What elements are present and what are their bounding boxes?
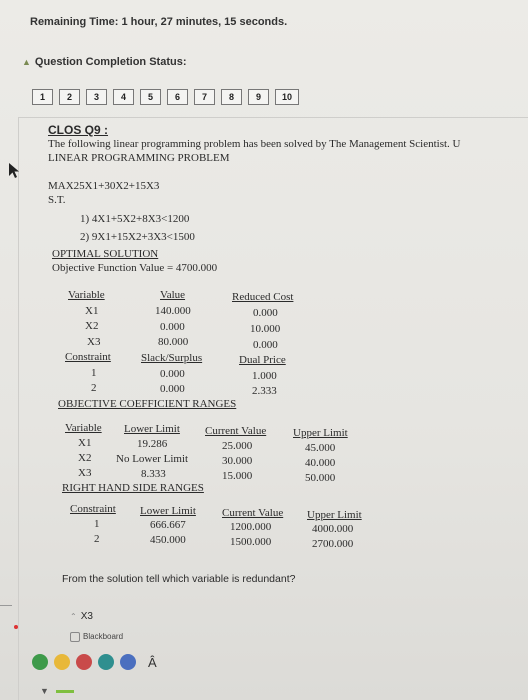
ocr-header-lower: Lower Limit: [124, 423, 180, 435]
toolbar: [32, 654, 157, 670]
answer-value: X3: [80, 611, 93, 622]
rhs-id: 2: [94, 533, 100, 545]
ocr-lower: 8.333: [141, 468, 166, 480]
person-tool-icon[interactable]: [120, 654, 136, 670]
status-dot-icon: [14, 625, 18, 629]
subject-to-label: S.T.: [48, 194, 66, 206]
ocr-current: 15.000: [222, 470, 253, 482]
con-id: 2: [91, 382, 97, 394]
section-divider: [18, 117, 528, 118]
question-nav-button[interactable]: 5: [140, 89, 161, 105]
question-nav-button[interactable]: 9: [248, 89, 269, 105]
rhs-heading: RIGHT HAND SIDE RANGES: [62, 482, 204, 494]
var-reduced-cost: 0.000: [253, 307, 278, 319]
con-header-constraint: Constraint: [65, 351, 111, 363]
rhs-header-lower: Lower Limit: [140, 505, 196, 517]
var-value: 140.000: [155, 305, 191, 317]
var-name: X2: [85, 320, 99, 332]
yellow-tool-icon[interactable]: [54, 654, 70, 670]
rhs-upper: 4000.000: [312, 523, 354, 535]
rhs-current: 1500.000: [230, 536, 272, 548]
question-status-label: Question Completion Status:: [34, 56, 187, 68]
con-header-slack: Slack/Surplus: [141, 352, 203, 364]
question-prompt: From the solution tell which variable is redundant?: [62, 573, 296, 585]
rhs-header-upper: Upper Limit: [307, 509, 362, 521]
question-nav-button[interactable]: 7: [194, 89, 215, 105]
var-header-value: Value: [160, 289, 186, 301]
ocr-var: X1: [78, 437, 92, 449]
ocr-current: 25.000: [222, 440, 253, 452]
question-title: CLOS Q9 :: [48, 123, 109, 137]
con-slack: 0.000: [160, 368, 185, 380]
var-value: 0.000: [160, 321, 185, 333]
ocr-current: 30.000: [222, 455, 253, 467]
question-nav: [32, 89, 305, 105]
collapse-caret-icon[interactable]: ▲: [22, 57, 31, 67]
green-tool-icon[interactable]: [32, 654, 48, 670]
ocr-upper: 50.000: [305, 472, 336, 484]
question-nav-button[interactable]: 3: [86, 89, 107, 105]
question-nav-button[interactable]: 4: [113, 89, 134, 105]
left-border: [18, 117, 19, 700]
remaining-time: Remaining Time: 1 hour, 27 minutes, 15 seconds.: [30, 16, 288, 28]
var-header-variable: Variable: [68, 289, 105, 301]
question-nav-button[interactable]: 6: [167, 89, 188, 105]
var-reduced-cost: 10.000: [250, 323, 281, 335]
con-slack: 0.000: [160, 383, 185, 395]
con-dual-price: 1.000: [252, 370, 277, 382]
rhs-lower: 666.667: [150, 519, 186, 531]
ocr-header-upper: Upper Limit: [293, 427, 348, 439]
blackboard-icon: [70, 632, 80, 642]
rhs-header-constraint: Constraint: [70, 503, 116, 515]
blackboard-label: Blackboard: [83, 632, 124, 642]
question-nav-button[interactable]: 1: [32, 89, 53, 105]
rhs-upper: 2700.000: [312, 538, 354, 550]
var-name: X1: [85, 305, 99, 317]
text-tool-icon[interactable]: Â: [148, 654, 157, 670]
ocr-upper: 45.000: [305, 442, 336, 454]
constraint-1: 1) 4X1+5X2+8X3<1200: [80, 213, 190, 225]
left-tick: [0, 605, 12, 606]
ocr-upper: 40.000: [305, 457, 336, 469]
optimal-solution-heading: OPTIMAL SOLUTION: [52, 248, 159, 260]
red-tool-icon[interactable]: [76, 654, 92, 670]
var-value: 80.000: [158, 336, 189, 348]
ocr-header-current: Current Value: [205, 425, 267, 437]
teal-tool-icon[interactable]: [98, 654, 114, 670]
answer-caret-icon: ⌃: [70, 612, 77, 621]
ocr-heading: OBJECTIVE COEFFICIENT RANGES: [58, 398, 237, 410]
var-reduced-cost: 0.000: [253, 339, 278, 351]
objective-function: MAX25X1+30X2+15X3: [48, 180, 160, 192]
dropdown-arrow-icon[interactable]: ▼: [40, 686, 49, 696]
rhs-header-current: Current Value: [222, 507, 284, 519]
ocr-lower: 19.286: [137, 438, 168, 450]
constraint-2: 2) 9X1+15X2+3X3<1500: [80, 231, 195, 243]
rhs-current: 1200.000: [230, 521, 272, 533]
problem-subtitle: LINEAR PROGRAMMING PROBLEM: [48, 152, 230, 164]
ocr-var: X2: [78, 452, 92, 464]
con-header-dual-price: Dual Price: [239, 354, 286, 366]
con-id: 1: [91, 367, 97, 379]
var-header-reduced-cost: Reduced Cost: [232, 291, 294, 303]
blackboard-app[interactable]: [70, 632, 170, 644]
ocr-var: X3: [78, 467, 92, 479]
answer-field[interactable]: [70, 611, 93, 622]
objective-value: Objective Function Value = 4700.000: [52, 262, 218, 274]
con-dual-price: 2.333: [252, 385, 277, 397]
question-intro: The following linear programming problem has been solved by The Management Scientist. U: [48, 138, 461, 150]
rhs-id: 1: [94, 518, 100, 530]
question-completion-status[interactable]: [22, 56, 186, 68]
progress-strip: [56, 690, 74, 693]
ocr-header-variable: Variable: [65, 422, 102, 434]
var-name: X3: [87, 336, 101, 348]
rhs-lower: 450.000: [150, 534, 186, 546]
ocr-lower: No Lower Limit: [116, 453, 189, 465]
mouse-cursor-icon: [8, 162, 22, 180]
question-nav-button[interactable]: 10: [275, 89, 299, 105]
question-nav-button[interactable]: 2: [59, 89, 80, 105]
question-nav-button[interactable]: 8: [221, 89, 242, 105]
